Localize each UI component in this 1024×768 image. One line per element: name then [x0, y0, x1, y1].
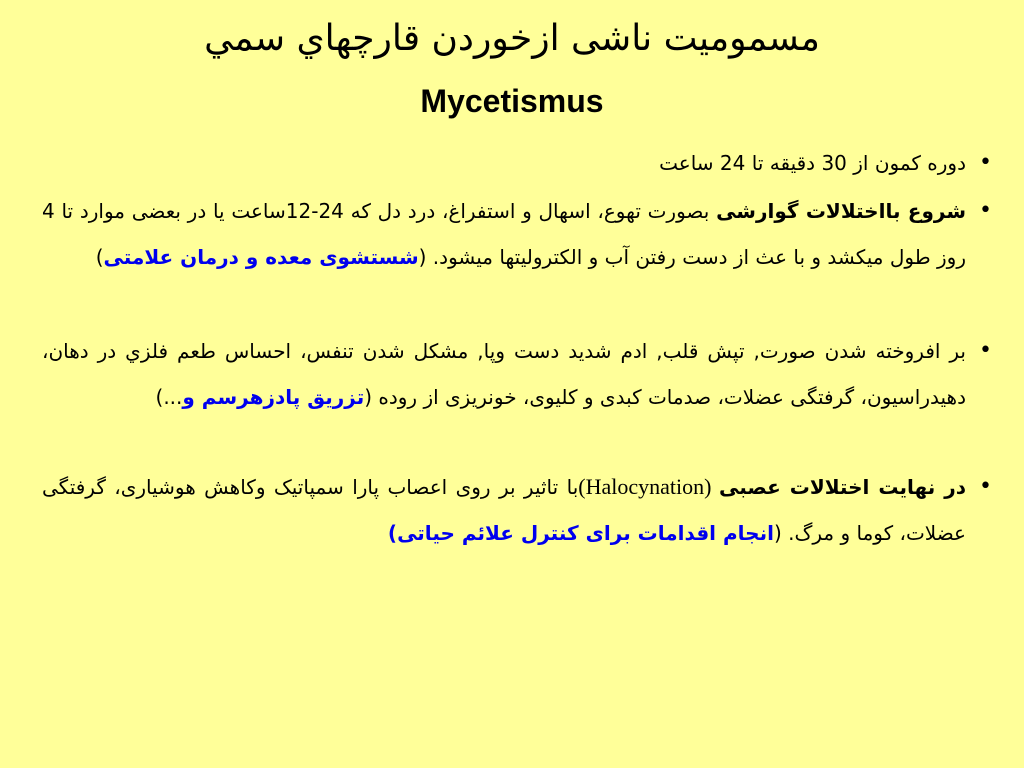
- bullet-incubation: [42, 140, 992, 186]
- bullet-list: [42, 140, 992, 556]
- bullet-systemic-treatment: تزریق پادزهرسم و: [182, 385, 365, 409]
- bullet-neurological-term: (Halocynation): [578, 474, 719, 499]
- bullet-neurological-text: با تاثیر بر روی اعصاب پارا سمپاتیک وکاهش هوشیاری، گرفتگی عضلات، کوما و مرگ. (: [42, 475, 966, 545]
- bullet-systemic-close: ...): [155, 385, 183, 409]
- bullet-neurological-lead: در نهایت اختلالات عصبی: [718, 475, 967, 499]
- bullet-gastrointestinal-text: بصورت تهوع، اسهال و استفراغ، درد دل که 24-12ساعت یا در بعضی موارد تا 4 روز طول میکشد و با عث از دست رفتن آب و الکترولیتها میشود. (: [42, 199, 966, 269]
- bullet-neurological: [42, 464, 992, 556]
- bullet-gastrointestinal-lead: شروع بااختلالات گوارشی: [716, 199, 966, 223]
- bullet-systemic: [42, 328, 992, 420]
- bullet-incubation-text: دوره کمون از 30 دقیقه تا 24 ساعت: [659, 151, 966, 175]
- bullet-neurological-treatment: انجام اقدامات برای کنترل علائم حیاتی: [397, 521, 774, 545]
- slide-title-english: Mycetismus: [420, 83, 604, 119]
- bullet-gastrointestinal: [42, 188, 992, 280]
- bullet-neurological-close: ): [387, 521, 398, 545]
- bullet-gastrointestinal-close: ): [95, 245, 104, 269]
- bullet-gastrointestinal-treatment: شستشوی معده و درمان علامتی: [103, 245, 419, 269]
- bullet-systemic-text: بر افروخته شدن صورت, تپش قلب, ادم شدید دست وپا, مشکل شدن تنفس، احساس طعم فلزي در دهان، دهیدراسیون، گرفتگی عضلات، صدمات کبدی و کلیوی، خونریزی از روده (: [42, 339, 966, 409]
- slide-title-persian: مسموميت ناشی ازخوردن قارچهاي سمي: [204, 18, 820, 59]
